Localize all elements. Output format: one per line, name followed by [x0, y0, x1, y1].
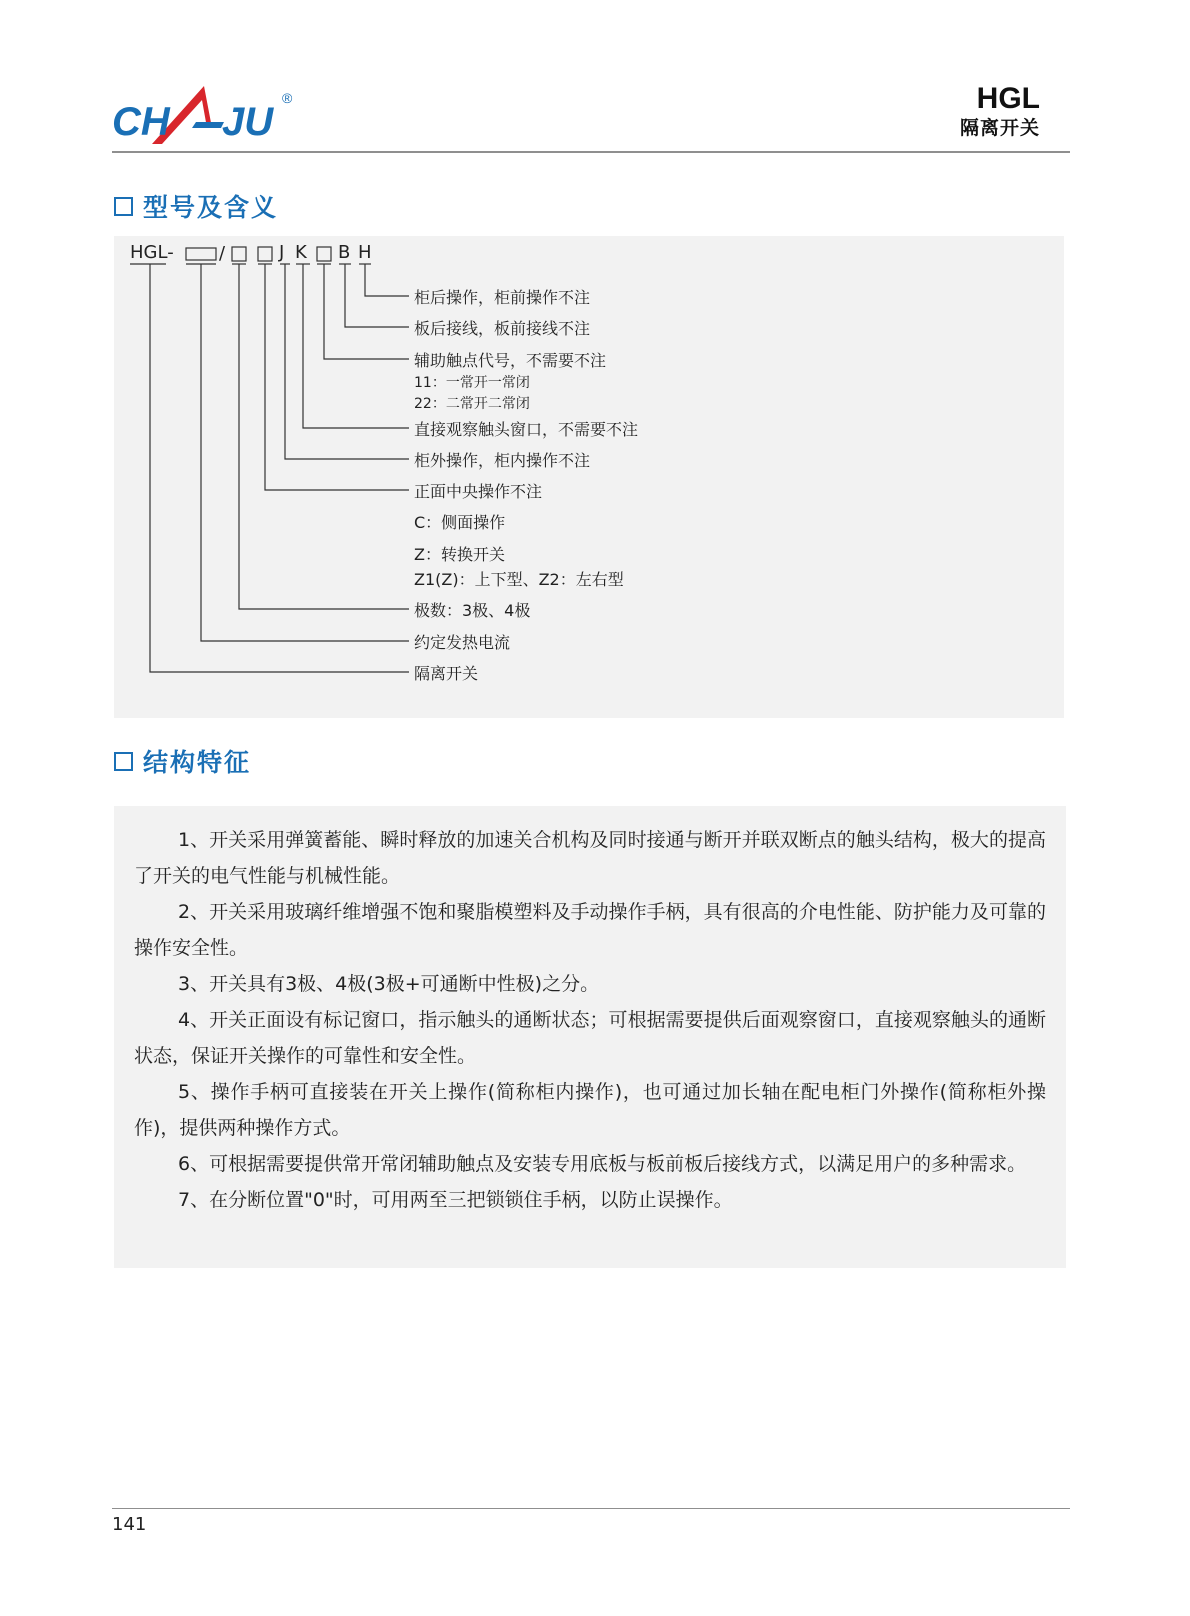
section-features-heading — [114, 743, 251, 779]
annotation-window: 直接观察触头窗口，不需要不注 — [414, 420, 639, 439]
annotation-changeover-types: Z1(Z)：上下型、Z2：左右型 — [414, 570, 624, 589]
feature-item: 1、开关采用弹簧蓄能、瞬时释放的加速关合机构及同时接通与断开并联双断点的触头结构，极大的提高了开关的电气性能与机械性能。 — [134, 829, 1046, 887]
model-code-diagram — [114, 236, 1064, 718]
code-box-operation — [258, 247, 272, 261]
model-diagram-panel — [114, 236, 1064, 718]
annotation-isolator: 隔离开关 — [414, 664, 479, 683]
header-divider — [112, 151, 1070, 153]
annotation-changeover: Z：转换开关 — [414, 545, 505, 564]
annotation-aux-22: 22：二常开二常闭 — [414, 396, 530, 412]
logo-text-ch: CH — [112, 100, 170, 144]
code-box-poles — [232, 247, 246, 261]
section-features-title: 结构特征 — [143, 748, 252, 777]
code-box-aux — [317, 247, 331, 261]
product-category: 隔离开关 — [959, 117, 1040, 139]
code-slash: / — [219, 243, 226, 264]
code-prefix: HGL- — [130, 242, 174, 263]
feature-item: 5、操作手柄可直接装在开关上操作(简称柜内操作)，也可通过加长轴在配电柜门外操作(简称柜外操作)，提供两种操作方式。 — [134, 1081, 1046, 1139]
registered-mark: ® — [282, 90, 293, 106]
code-letter-b: B — [338, 242, 351, 263]
feature-item: 3、开关具有3极、4极(3极+可通断中性极)之分。 — [178, 973, 600, 995]
code-letter-h: H — [358, 242, 372, 263]
annotation-aux-contact: 辅助触点代号，不需要不注 — [414, 351, 607, 370]
code-letter-j: J — [279, 242, 285, 263]
code-box-current — [186, 248, 216, 260]
feature-item: 6、可根据需要提供常开常闭辅助触点及安装专用底板与板前板后接线方式，以满足用户的多种需求。 — [178, 1153, 1027, 1175]
code-letter-k: K — [295, 242, 307, 263]
footer-divider — [112, 1508, 1070, 1509]
model-name: HGL — [976, 82, 1040, 115]
annotation-rated-current: 约定发热电流 — [414, 633, 511, 652]
features-panel — [114, 806, 1066, 1268]
logo-text-ju: JU — [222, 100, 274, 144]
page-number: 141 — [112, 1514, 147, 1535]
header-title-block — [960, 82, 1040, 140]
brand-logo — [112, 78, 312, 158]
checkbox-square-icon — [114, 752, 133, 771]
feature-item: 2、开关采用玻璃纤维增强不饱和聚脂模塑料及手动操作手柄，具有很高的介电性能、防护能力及可靠的操作安全性。 — [134, 901, 1046, 959]
annotation-aux-11: 11：一常开一常闭 — [414, 375, 530, 391]
feature-item: 4、开关正面设有标记窗口，指示触头的通断状态；可根据需要提供后面观察窗口，直接观察触头的通断状态，保证开关操作的可靠性和安全性。 — [134, 1009, 1046, 1067]
annotation-rear-operation: 柜后操作，柜前操作不注 — [414, 288, 591, 307]
checkbox-square-icon — [114, 197, 133, 216]
annotation-rear-wiring: 板后接线，板前接线不注 — [414, 319, 591, 338]
annotation-front-center: 正面中央操作不注 — [414, 482, 543, 501]
annotation-poles: 极数：3极、4极 — [414, 601, 531, 620]
annotation-external-operation: 柜外操作，柜内操作不注 — [414, 451, 591, 470]
feature-item: 7、在分断位置"0"时，可用两至三把锁锁住手柄，以防止误操作。 — [178, 1189, 733, 1211]
section-model-heading — [114, 188, 278, 224]
annotation-side-operation: C：侧面操作 — [414, 513, 506, 532]
section-model-title: 型号及含义 — [143, 193, 279, 222]
logo-swoosh — [192, 122, 224, 128]
